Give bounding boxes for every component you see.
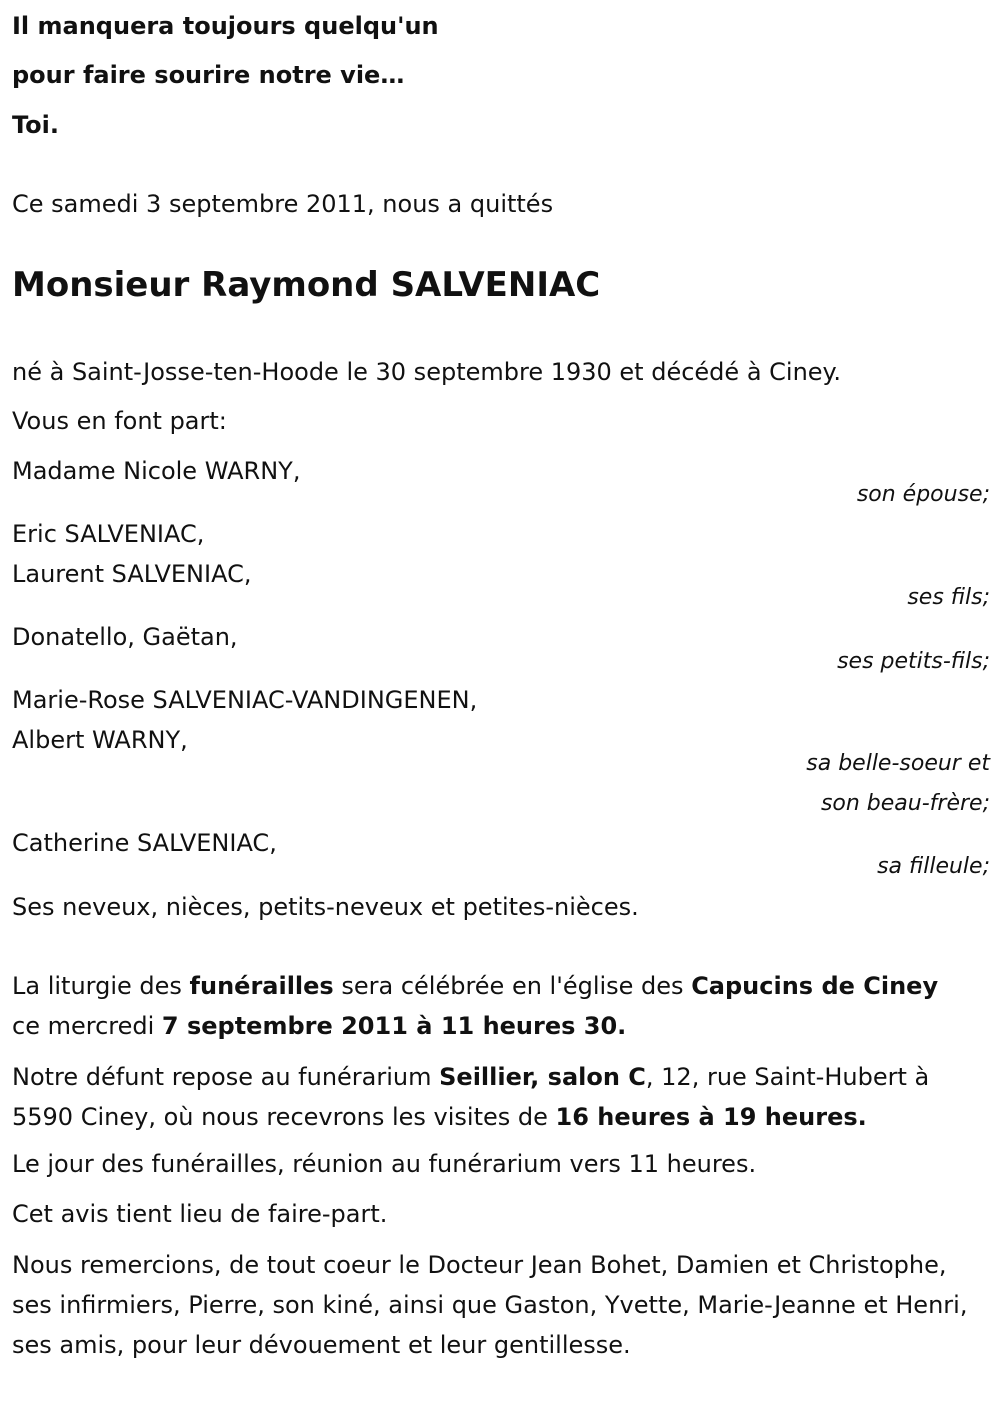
in-laws-role-line-1: sa belle-soeur et: [806, 751, 990, 776]
sons-role: ses fils;: [907, 585, 990, 610]
other-relatives: Ses neveux, nièces, petits-neveux et petites-nièces.: [12, 893, 639, 921]
birth-death-text: né à Saint-Josse-ten-Hoode le 30 septembre 1930 et décédé à Ciney.: [12, 358, 841, 386]
in-law-name-1: Marie-Rose SALVENIAC-VANDINGENEN,: [12, 686, 478, 714]
son-name-1: Eric SALVENIAC,: [12, 520, 205, 548]
spouse-role: son épouse;: [856, 482, 990, 507]
gathering-text: Le jour des funérailles, réunion au funérarium vers 11 heures.: [12, 1150, 757, 1178]
announcers-intro: Vous en font part:: [12, 407, 227, 435]
grandsons-names: Donatello, Gaëtan,: [12, 623, 238, 651]
spouse-name: Madame Nicole WARNY,: [12, 457, 301, 485]
intro-text: Ce samedi 3 septembre 2011, nous a quittés: [12, 190, 554, 218]
funeral-liturgy-paragraph: La liturgie des funérailles sera célébrée en l'église des Capucins de Ciney ce mercredi 7 septembre 2011 à 11 heures 30.: [12, 972, 939, 1040]
funerarium-paragraph: Notre défunt repose au funérarium Seillier, salon C, 12, rue Saint-Hubert à 5590 Ciney, où nous recevrons les visites de 16 heures à 19 heures.: [12, 1063, 930, 1131]
epigraph-line-1: Il manquera toujours quelqu'un: [12, 12, 439, 40]
grandsons-role: ses petits-fils;: [837, 649, 990, 674]
thanks-paragraph: Nous remercions, de tout coeur le Docteur Jean Bohet, Damien et Christophe, ses infirmiers, Pierre, son kiné, ainsi que Gaston, Yvette, Marie-Jeanne et Henri, ses amis, pour leur dévouement et leur gentillesse.: [12, 1251, 968, 1359]
in-laws-role-line-2: son beau-frère;: [820, 791, 990, 816]
in-law-name-2: Albert WARNY,: [12, 726, 188, 754]
notice-text: Cet avis tient lieu de faire-part.: [12, 1200, 388, 1228]
epigraph-line-2: pour faire sourire notre vie…: [12, 61, 405, 89]
goddaughter-role: sa filleule;: [877, 854, 990, 879]
son-name-2: Laurent SALVENIAC,: [12, 560, 252, 588]
epigraph-line-3: Toi.: [12, 111, 60, 139]
deceased-name: Monsieur Raymond SALVENIAC: [12, 265, 601, 305]
goddaughter-name: Catherine SALVENIAC,: [12, 829, 277, 857]
